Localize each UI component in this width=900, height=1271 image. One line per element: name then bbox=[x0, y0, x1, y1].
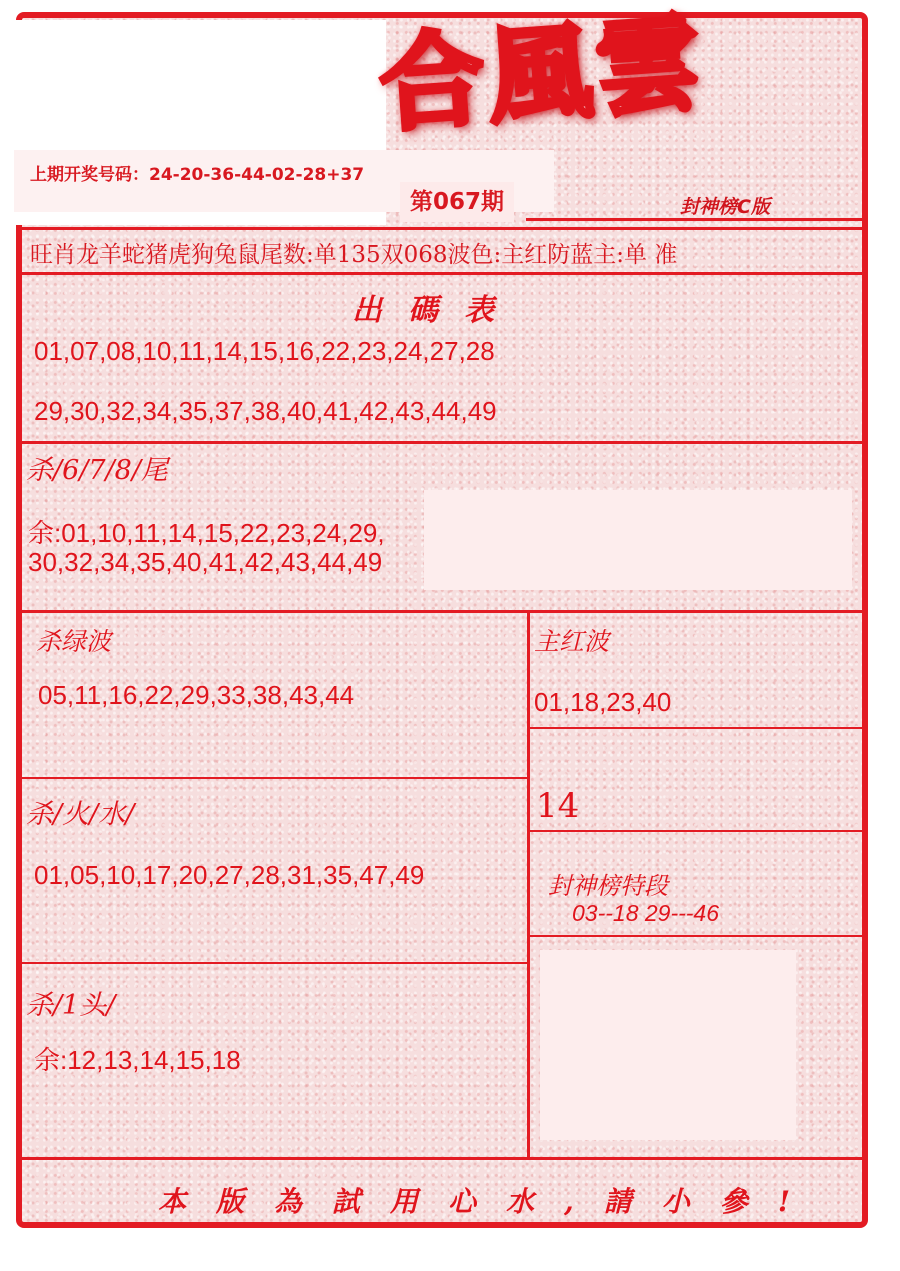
rule-right-3 bbox=[528, 935, 864, 937]
rule-right-2 bbox=[528, 830, 864, 832]
rule-left-2 bbox=[18, 962, 529, 964]
rule-right-1 bbox=[528, 727, 864, 729]
rule-left-1 bbox=[18, 777, 529, 779]
wang-xiao-line: 旺肖龙羊蛇猪虎狗兔鼠尾数:单135双068波色:主红防蓝主:单 准 bbox=[30, 242, 678, 268]
issue-number: 第067期 bbox=[400, 182, 514, 222]
chuma-title: 出碼表 bbox=[352, 293, 520, 328]
column-divider bbox=[527, 613, 530, 1157]
kill-head-values: 余:12,13,14,15,18 bbox=[34, 1045, 241, 1075]
footer-note: 本版為試用心水,請小參! bbox=[158, 1185, 821, 1218]
blank-patch-bottom-right bbox=[540, 950, 796, 1140]
edition-label: 封神榜C版 bbox=[680, 196, 770, 218]
kill-green-title: 杀绿波 bbox=[36, 627, 112, 656]
kill-tail-title: 杀/6/7/8/尾 bbox=[26, 455, 168, 486]
kill-fire-water-title: 杀/火/水/ bbox=[26, 799, 135, 830]
main-red-values: 01,18,23,40 bbox=[534, 687, 672, 717]
chuma-row-2: 29,30,32,34,35,37,38,40,41,42,43,44,49 bbox=[34, 396, 497, 426]
blank-patch-tail bbox=[424, 490, 852, 590]
rule-before-footer bbox=[18, 1157, 864, 1160]
fengshen-title: 封神榜特段 bbox=[548, 872, 668, 900]
kill-fire-water-values: 01,05,10,17,20,27,28,31,35,47,49 bbox=[34, 860, 425, 890]
rule-after-wang bbox=[18, 272, 864, 275]
fengshen-values: 03--18 29---46 bbox=[572, 900, 720, 926]
main-red-title: 主红波 bbox=[534, 627, 610, 656]
rule-header-bottom bbox=[526, 218, 864, 221]
kill-head-title: 杀/1头/ bbox=[26, 990, 116, 1021]
rule-header-bottom-left bbox=[18, 227, 864, 230]
kill-tail-row-2: 30,32,34,35,40,41,42,43,44,49 bbox=[28, 547, 383, 577]
rule-after-chuma bbox=[18, 441, 864, 444]
kill-tail-row-1: 余:01,10,11,14,15,22,23,24,29, bbox=[28, 518, 385, 548]
single-number: 14 bbox=[536, 786, 580, 826]
previous-draw-numbers: 上期开奖号码：24-20-36-44-02-28+37 bbox=[30, 165, 365, 185]
rule-after-kill-tail bbox=[18, 610, 864, 613]
chuma-row-1: 01,07,08,10,11,14,15,16,22,23,24,27,28 bbox=[34, 336, 495, 366]
kill-green-values: 05,11,16,22,29,33,38,43,44 bbox=[38, 680, 355, 710]
logo-title: 合風雲 bbox=[376, 0, 708, 147]
